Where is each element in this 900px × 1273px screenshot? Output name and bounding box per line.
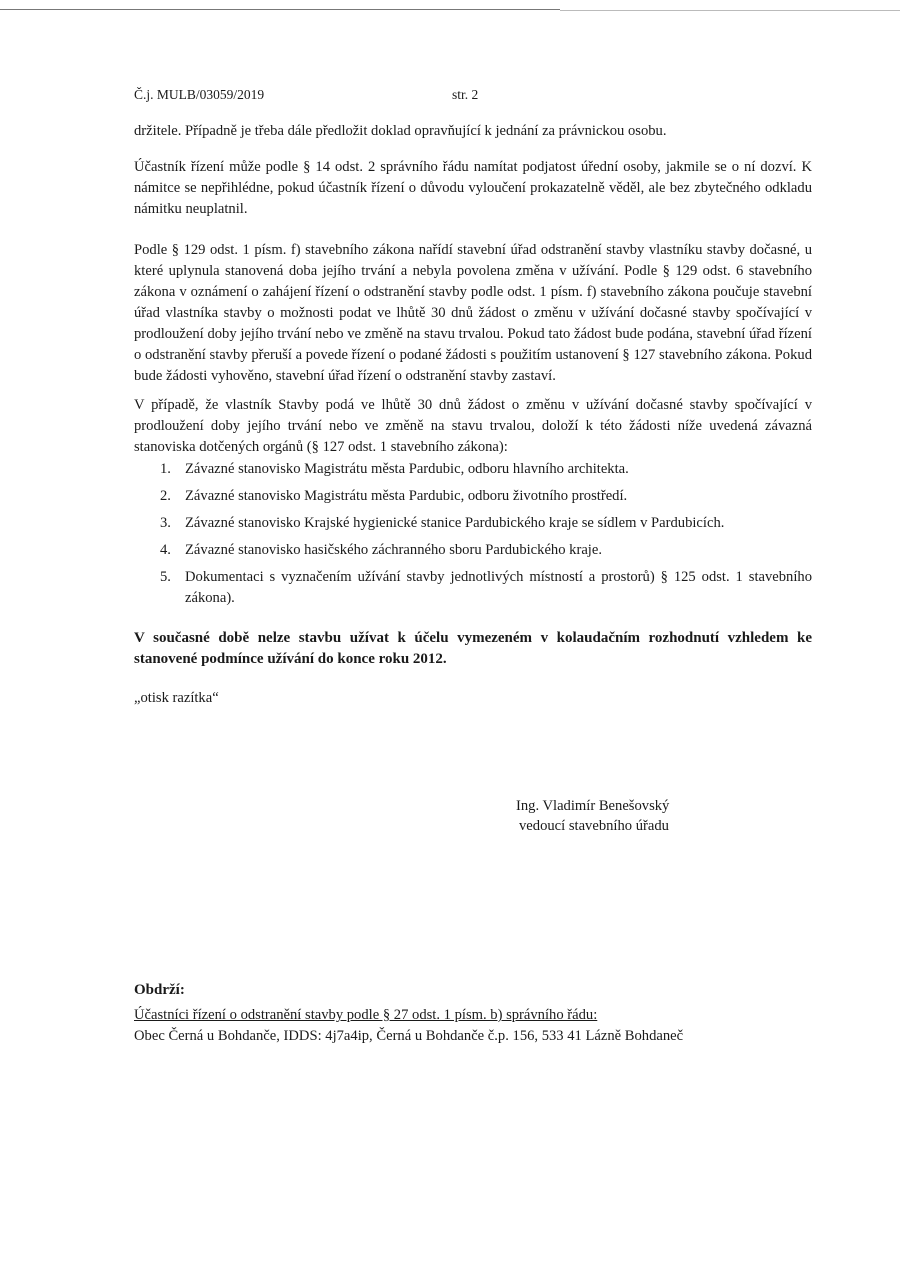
list-item-number: 4.	[160, 542, 171, 558]
paragraph-required-opinions: V případě, že vlastník Stavby podá ve lhůtě 30 dnů žádost o změnu v užívání dočasné stavby spočívající v prodloužení doby jejího trvání nebo ve změně na stavu trvalou, doloží k této žádosti níže uvedená závazná stanoviska dotčených orgánů (§ 127 odst. 1 stavebního zákona):	[134, 397, 812, 455]
page-header	[134, 84, 494, 105]
paragraph-holder-document: držitele. Případně je třeba dále předložit doklad opravňující k jednání za právnickou osobu.	[134, 123, 667, 139]
top-scan-rule	[0, 9, 560, 10]
list-item-text: Závazné stanovisko Magistrátu města Pardubic, odboru hlavního architekta.	[185, 461, 629, 477]
list-item-number: 1.	[160, 461, 171, 477]
stamp-placeholder: „otisk razítka“	[134, 690, 219, 706]
list-item-text: Dokumentaci s vyznačením užívání stavby jednotlivých místností a prostorů) § 125 odst. 1 stavebního zákona).	[185, 569, 812, 606]
list-item-text: Závazné stanovisko Magistrátu města Pardubic, odboru životního prostředí.	[185, 488, 628, 504]
signatory-role: vedoucí stavebního úřadu	[519, 818, 669, 834]
required-documents-list	[134, 459, 812, 615]
recipients-block	[134, 980, 834, 1047]
list-item	[134, 567, 812, 609]
recipient-entry: Obec Černá u Bohdanče, IDDS: 4j7a4ip, Černá u Bohdanče č.p. 156, 533 41 Lázně Bohdaneč	[134, 1028, 684, 1044]
top-scan-rule-faint	[560, 10, 900, 11]
recipients-title: Obdrží:	[134, 982, 185, 998]
recipients-category: Účastníci řízení o odstranění stavby podle § 27 odst. 1 písm. b) správního řádu:	[134, 1007, 598, 1023]
paragraph-removal-order: Podle § 129 odst. 1 písm. f) stavebního zákona nařídí stavební úřad odstranění stavby vlastníku stavby dočasné, u které uplynula stanovená doba jejího trvání a nebyla povolena změna v užívání. Podle § 129 odst. 6 stavebního zákona v oznámení o zahájení řízení o odstranění stavby podle odst. 1 písm. f) stavebního zákona poučuje stavební úřad vlastníka stavby o možnosti podat ve lhůtě 30 dnů žádost o změnu v užívání dočasné stavby spočívající v prodloužení doby jejího trvání nebo ve změně na stavu trvalou. Pokud tato žádost bude podána, stavební úřad řízení o odstranění stavby přeruší a povede řízení o podané žádosti s použitím ustanovení § 127 stavebního zákona. Pokud bude žádosti vyhověno, stavební úřad řízení o odstranění stavby zastaví.	[134, 242, 812, 384]
signature-block	[516, 796, 776, 836]
list-item-number: 3.	[160, 515, 171, 531]
list-item	[134, 486, 812, 507]
list-item	[134, 459, 812, 480]
list-item-number: 2.	[160, 488, 171, 504]
list-item-text: Závazné stanovisko Krajské hygienické stanice Pardubického kraje se sídlem v Pardubicích.	[185, 515, 725, 531]
list-item-text: Závazné stanovisko hasičského záchranného sboru Pardubického kraje.	[185, 542, 602, 558]
list-item	[134, 513, 812, 534]
list-item	[134, 540, 812, 561]
paragraph-bias-objection: Účastník řízení může podle § 14 odst. 2 správního řádu namítat podjatost úřední osoby, jakmile se o ní dozví. K námitce se nepřihlédne, pokud účastník řízení o důvodu vyloučení prokazatelně věděl, ale bez zbytečného odkladu námitku neuplatnil.	[134, 159, 812, 217]
signatory-name: Ing. Vladimír Benešovský	[516, 798, 670, 814]
list-item-number: 5.	[160, 569, 171, 585]
bold-notice: V současné době nelze stavbu užívat k účelu vymezeném v kolaudačním rozhodnutí vzhledem ke stanovené podmínce užívání do konce roku 2012.	[134, 630, 812, 667]
reference-number: Č.j. MULB/03059/2019	[134, 87, 265, 102]
page-number: str. 2	[452, 87, 479, 102]
